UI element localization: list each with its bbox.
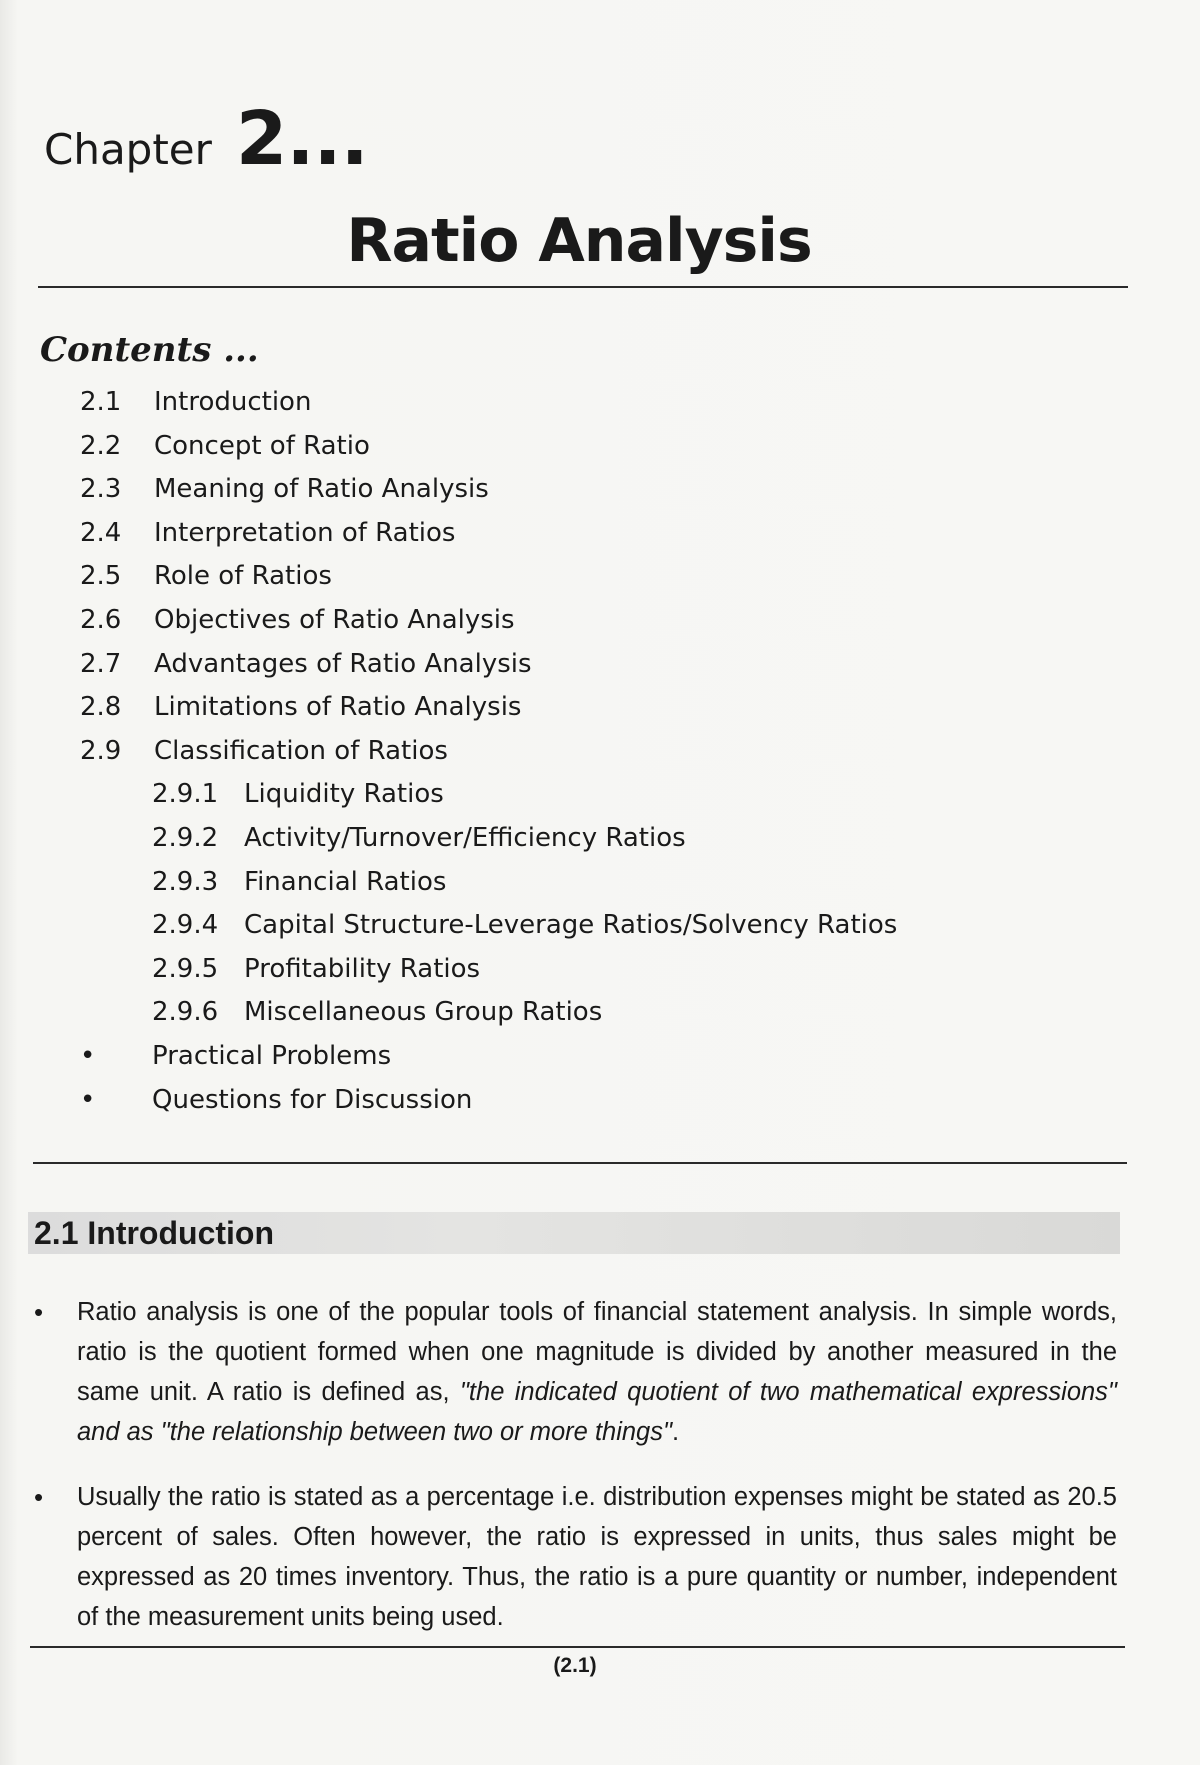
toc-number: 2.9.1 [152, 779, 219, 810]
toc-label: Capital Structure-Leverage Ratios/Solvency Ratios [244, 910, 898, 941]
toc-number: 2.4 [80, 517, 122, 548]
definition-quote: "the indicated quotient of two mathematical expressions" [459, 1377, 1117, 1406]
chapter-word: Chapter [44, 125, 212, 174]
toc-label: Activity/Turnover/Efficiency Ratios [244, 822, 686, 853]
toc-item [0, 384, 1200, 428]
toc-label: Role of Ratios [154, 561, 332, 592]
toc-item [0, 733, 1200, 777]
chapter-label [44, 96, 368, 182]
paragraph [34, 1292, 1117, 1452]
toc-item [0, 689, 1200, 733]
bullet-icon: • [80, 1084, 96, 1115]
toc-number: 2.5 [80, 561, 122, 592]
toc-label: Miscellaneous Group Ratios [244, 997, 603, 1028]
chapter-number: 2... [235, 96, 368, 182]
paragraph [34, 1477, 1117, 1637]
table-of-contents [0, 384, 1200, 1125]
toc-subitem [0, 951, 1200, 995]
bullet-icon: • [80, 1040, 96, 1071]
paragraph-text: and as [77, 1417, 154, 1446]
toc-subitem [0, 907, 1200, 951]
toc-number: 2.9 [80, 735, 122, 766]
paragraph-text: . [672, 1417, 680, 1446]
bullet-icon: • [34, 1482, 44, 1512]
toc-number: 2.9.6 [152, 997, 219, 1028]
toc-number: 2.9.5 [152, 953, 219, 984]
toc-number: 2.2 [80, 430, 122, 461]
toc-label: Profitability Ratios [244, 953, 481, 984]
toc-label: Liquidity Ratios [244, 779, 444, 810]
definition-quote: "the relationship between two or more things" [160, 1417, 673, 1446]
toc-subitem [0, 994, 1200, 1038]
title-rule [38, 286, 1128, 288]
toc-number: 2.1 [80, 387, 122, 417]
toc-number: 2.7 [80, 648, 122, 679]
toc-label: Practical Problems [152, 1040, 392, 1071]
toc-bullet-item [0, 1082, 1200, 1126]
page-number: (2.1) [553, 1654, 597, 1677]
toc-number: 2.3 [80, 474, 122, 505]
toc-item [0, 471, 1200, 515]
toc-label: Limitations of Ratio Analysis [154, 692, 522, 723]
toc-subitem [0, 820, 1200, 864]
toc-label: Questions for Discussion [152, 1084, 473, 1115]
bullet-icon: • [34, 1296, 44, 1327]
paragraph-text: Usually the ratio is stated as a percentage i.e. distribution expenses might be stated as 20.5 percent of sales. Often however, the ratio is expressed in units, thus sales might be expressed as 20 times inventory. Thus, the ratio is a pure quantity or number, independent of the measurement units being used. [77, 1483, 1117, 1631]
toc-bullet-item [0, 1038, 1200, 1082]
toc-label: Classification of Ratios [154, 735, 448, 766]
chapter-title: Ratio Analysis [346, 206, 812, 276]
toc-number: 2.9.4 [152, 910, 219, 941]
toc-label: Financial Ratios [244, 866, 447, 897]
toc-subitem [0, 776, 1200, 820]
toc-label: Advantages of Ratio Analysis [154, 648, 532, 679]
toc-subitem [0, 864, 1200, 908]
toc-label: Objectives of Ratio Analysis [154, 604, 515, 635]
toc-label: Meaning of Ratio Analysis [154, 474, 489, 505]
contents-heading: Contents ... [40, 330, 259, 370]
toc-label: Concept of Ratio [154, 430, 370, 461]
toc-number: 2.6 [80, 604, 122, 635]
toc-label: Interpretation of Ratios [154, 517, 456, 548]
toc-number: 2.9.3 [152, 866, 219, 897]
contents-rule [33, 1162, 1127, 1164]
toc-item [0, 602, 1200, 646]
section-body [0, 1266, 1200, 1645]
toc-item [0, 646, 1200, 690]
footer-rule [30, 1646, 1125, 1648]
toc-item [0, 428, 1200, 472]
toc-item [0, 558, 1200, 602]
toc-number: 2.8 [80, 692, 122, 723]
toc-label: Introduction [154, 387, 312, 417]
toc-item [0, 515, 1200, 559]
paragraph-text: Ratio analysis is one of the popular tools of financial statement analysis. In simple words, ratio is the quotient formed when one magnitude is divided by another measured in the same unit. A ratio is defined as, [77, 1297, 1117, 1406]
section-heading: 2.1 Introduction [34, 1215, 274, 1251]
toc-number: 2.9.2 [152, 822, 219, 853]
